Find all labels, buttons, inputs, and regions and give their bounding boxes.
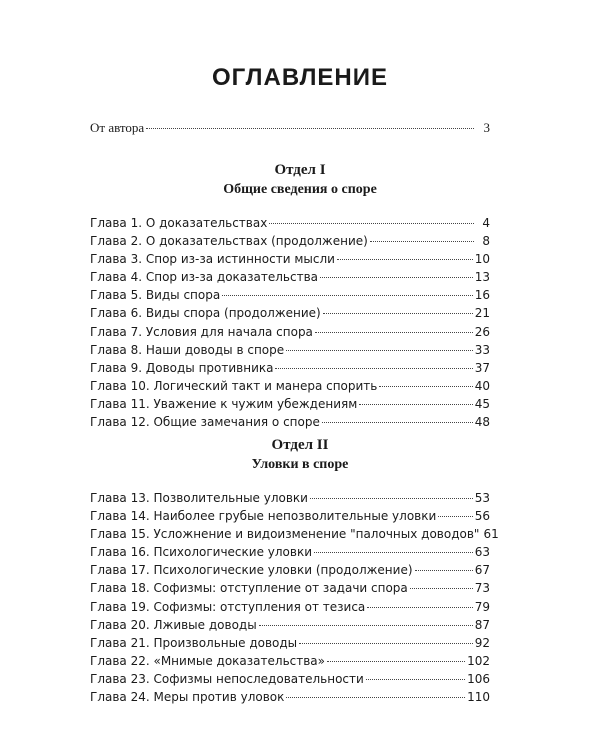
toc-entry-label: Глава 12. Общие замечания о споре <box>90 415 320 430</box>
dot-leader <box>370 241 474 242</box>
toc-entry-page: 26 <box>474 324 490 339</box>
toc-entry-page: 40 <box>474 378 490 393</box>
dot-leader <box>315 332 473 333</box>
toc-entry-page: 63 <box>474 545 490 560</box>
section-1-header <box>0 160 600 200</box>
toc-entry[interactable] <box>90 507 490 525</box>
section-name: Уловки в споре <box>251 457 349 472</box>
toc-entry-page: 21 <box>474 306 490 321</box>
toc-entry-label: Глава 7. Условия для начала спора <box>90 324 313 339</box>
toc-entry-page: 4 <box>482 216 490 230</box>
toc-entry-page: 102 <box>467 653 490 668</box>
toc-entry-label: От автора <box>90 120 145 135</box>
toc-entry-label: Глава 13. Позволительные уловки <box>90 491 308 505</box>
toc-entry-page: 87 <box>474 617 490 632</box>
dot-leader <box>299 643 473 644</box>
dot-leader <box>286 350 473 351</box>
toc-entry-label: Глава 22. «Мнимые доказательства» <box>90 653 325 668</box>
toc-entry[interactable] <box>90 377 490 395</box>
toc-entry-label: Глава 11. Уважение к чужим убеждениям <box>90 396 358 411</box>
toc-entry-page: 79 <box>474 599 490 614</box>
toc-entry[interactable] <box>90 525 499 543</box>
toc-entry-page: 48 <box>474 415 490 430</box>
toc-entry[interactable] <box>90 286 490 304</box>
page-title: ОГЛАВЛЕНИЕ <box>211 64 389 91</box>
toc-entry-label: Глава 15. Усложнение и видоизменение "палочных доводов" <box>90 527 480 542</box>
section-number: Отдел II <box>271 437 329 453</box>
toc-entry-label: Глава 20. Лживые доводы <box>90 617 257 632</box>
toc-entry-page: 56 <box>474 509 490 524</box>
dot-leader <box>222 295 473 296</box>
toc-entry-page: 53 <box>474 491 490 505</box>
toc-entry-label: Глава 8. Наши доводы в споре <box>90 342 285 357</box>
dot-leader <box>269 223 474 224</box>
toc-entry-label: Глава 4. Спор из-за доказательства <box>90 270 319 285</box>
dot-leader <box>259 625 473 626</box>
toc-entry-page: 61 <box>483 527 499 542</box>
dot-leader <box>322 422 473 423</box>
dot-leader <box>367 607 472 608</box>
toc-entry-label: Глава 24. Меры против уловок <box>90 690 285 705</box>
dot-leader <box>337 259 473 260</box>
toc-entry-page: 8 <box>482 234 490 249</box>
toc-entry[interactable] <box>90 561 490 579</box>
dot-leader <box>410 588 473 589</box>
toc-entry-page: 3 <box>483 120 490 135</box>
toc-entry-label: Глава 2. О доказательствах (продолжение) <box>90 234 368 249</box>
toc-entry-label: Глава 3. Спор из-за истинности мысли <box>90 252 335 267</box>
toc-entry-page: 37 <box>474 360 490 375</box>
toc-entry-label: Глава 14. Наиболее грубые непозволительные уловки <box>90 509 437 524</box>
toc-entry-label: Глава 6. Виды спора (продолжение) <box>90 306 321 321</box>
toc-entry-page: 110 <box>467 690 490 705</box>
dot-leader <box>327 661 465 662</box>
toc-entry[interactable] <box>90 304 490 322</box>
dot-leader <box>379 386 472 387</box>
toc-entry[interactable] <box>90 341 490 359</box>
toc-entry-page: 67 <box>474 563 490 578</box>
toc-entry[interactable] <box>90 634 490 652</box>
toc-entry[interactable] <box>90 598 490 616</box>
toc-entry-label: Глава 1. О доказательствах <box>90 216 268 230</box>
dot-leader <box>314 552 473 553</box>
toc-entry[interactable] <box>90 268 490 286</box>
toc-entry-page: 16 <box>474 288 490 303</box>
dot-leader <box>275 368 472 369</box>
toc-entry[interactable] <box>90 489 490 507</box>
toc-entry-page: 106 <box>467 671 490 686</box>
section-1-chapter-list <box>90 214 490 431</box>
toc-entry-label: Глава 5. Виды спора <box>90 288 221 303</box>
toc-entry[interactable] <box>90 543 490 561</box>
toc-entry-label: Глава 10. Логический такт и манера спорить <box>90 378 378 393</box>
dot-leader <box>359 404 472 405</box>
dot-leader <box>323 313 473 314</box>
toc-entry[interactable] <box>90 616 490 634</box>
dot-leader <box>438 516 472 517</box>
section-name: Общие сведения о споре <box>223 182 377 197</box>
toc-entry-page: 10 <box>474 252 490 267</box>
toc-entry[interactable] <box>90 232 490 250</box>
toc-entry[interactable] <box>90 323 490 341</box>
dot-leader <box>366 679 465 680</box>
toc-entry[interactable] <box>90 579 490 597</box>
section-2-header <box>0 435 600 475</box>
toc-entry-page: 45 <box>474 396 490 411</box>
dot-leader <box>415 570 473 571</box>
toc-entry-label: Глава 16. Психологические уловки <box>90 545 313 560</box>
toc-entry[interactable] <box>90 250 490 268</box>
toc-entry-label: Глава 23. Софизмы непоследовательности <box>90 671 364 686</box>
toc-entry[interactable] <box>90 359 490 377</box>
dot-leader <box>310 498 473 499</box>
toc-entry[interactable] <box>90 214 490 232</box>
toc-entry[interactable] <box>90 670 490 688</box>
toc-entry-page: 13 <box>474 270 490 285</box>
toc-entry-page: 33 <box>474 342 490 357</box>
toc-entry-page: 73 <box>474 581 490 596</box>
toc-entry-label: Глава 21. Произвольные доводы <box>90 635 298 650</box>
toc-entry-label: Глава 19. Софизмы: отступления от тезиса <box>90 599 366 614</box>
toc-entry-page: 92 <box>474 635 490 650</box>
toc-entry[interactable] <box>90 652 490 670</box>
toc-entry-label: Глава 9. Доводы противника <box>90 360 274 375</box>
dot-leader <box>286 697 465 698</box>
dot-leader <box>320 277 473 278</box>
section-number: Отдел I <box>274 162 326 178</box>
toc-entry-from-author[interactable] <box>90 119 490 137</box>
toc-entry[interactable] <box>90 395 490 413</box>
toc-entry-label: Глава 18. Софизмы: отступление от задачи спора <box>90 581 408 596</box>
section-2-chapter-list <box>90 489 499 706</box>
toc-entry[interactable] <box>90 688 490 706</box>
dot-leader <box>146 128 474 129</box>
toc-entry-label: Глава 17. Психологические уловки (продолжение) <box>90 563 413 578</box>
toc-entry[interactable] <box>90 413 490 431</box>
